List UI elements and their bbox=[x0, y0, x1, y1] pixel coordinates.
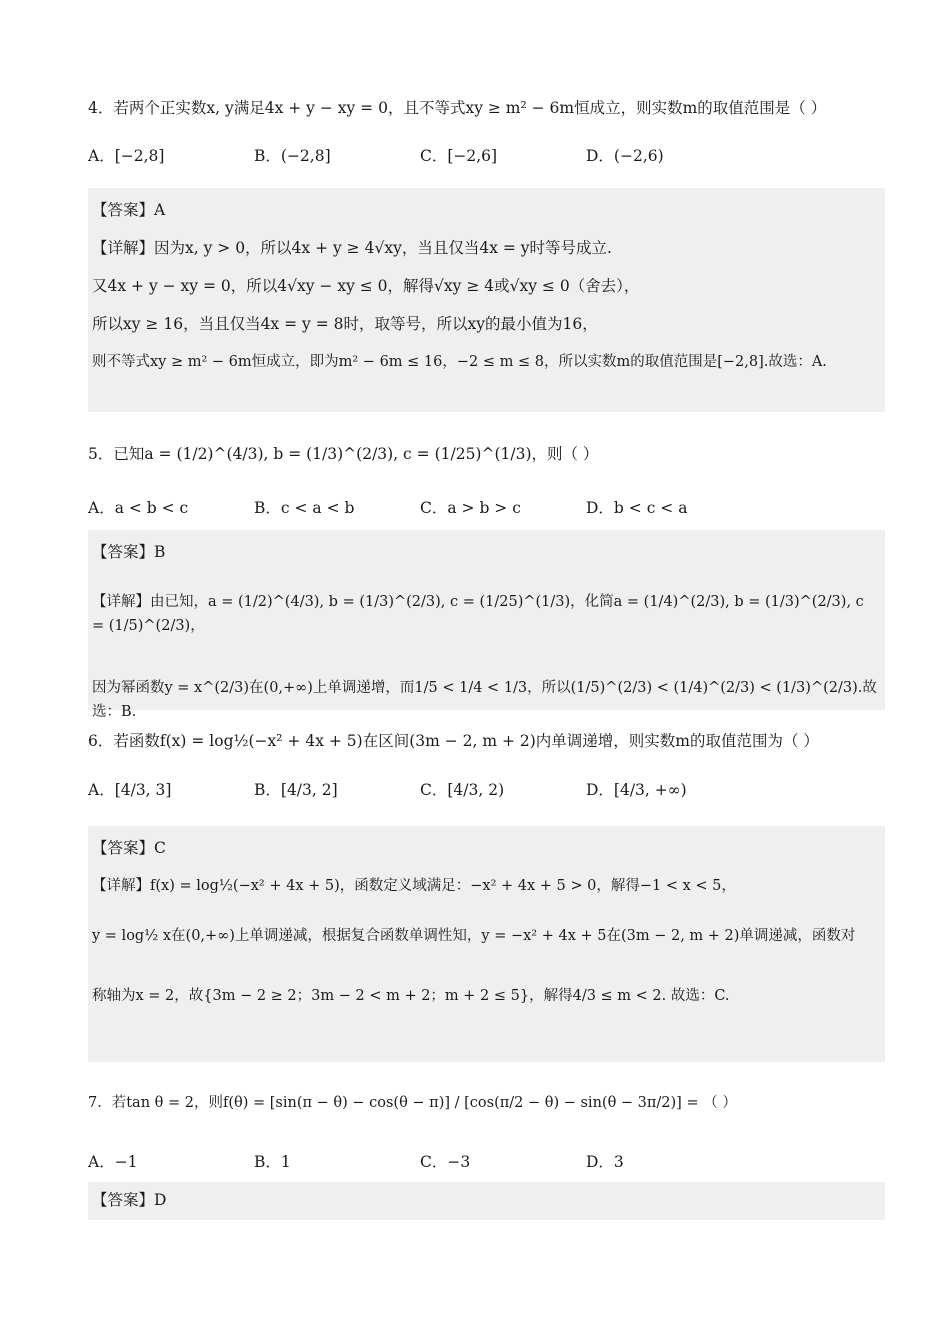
detail-5-line-2: 因为幂函数y = x^(2/3)在(0,+∞)上单调递增，而1/5 < 1/4 < 1/3，所以(1/5)^(2/3) < (1/4)^(2/3) < (1/3)^(2/3).故选：B. bbox=[92, 680, 877, 720]
page bbox=[88, 96, 885, 1220]
detail-4-line-2: 又4x + y − xy = 0，所以4√xy − xy ≤ 0，解得√xy ≥ 4或√xy ≤ 0（舍去）， bbox=[92, 277, 640, 295]
option-c: C．[4/3, 2) bbox=[420, 781, 505, 799]
answer-7: 【答案】D bbox=[92, 1191, 167, 1209]
answer-box-5 bbox=[88, 530, 885, 720]
option-c: C．−3 bbox=[420, 1153, 471, 1171]
option-a: A．[−2,8] bbox=[88, 147, 165, 165]
option-a: A．−1 bbox=[88, 1153, 138, 1171]
option-b: B．[4/3, 2] bbox=[254, 781, 338, 799]
detail-4-line-1: 【详解】因为x, y > 0，所以4x + y ≥ 4√xy，当且仅当4x = y时等号成立. bbox=[92, 239, 612, 257]
option-b: B．(−2,8] bbox=[254, 147, 331, 165]
option-a: A．[4/3, 3] bbox=[88, 781, 172, 799]
option-b: B．c < a < b bbox=[254, 499, 355, 517]
option-d: D．b < c < a bbox=[586, 499, 688, 517]
question-5-options bbox=[88, 490, 885, 524]
option-b: B．1 bbox=[254, 1153, 291, 1171]
option-d: D．3 bbox=[586, 1153, 624, 1171]
option-d: D．[4/3, +∞) bbox=[586, 781, 687, 799]
question-4-options bbox=[88, 138, 885, 172]
detail-4-line-4: 则不等式xy ≥ m² − 6m恒成立，即为m² − 6m ≤ 16，−2 ≤ m ≤ 8，所以实数m的取值范围是[−2,8].故选：A. bbox=[92, 354, 827, 370]
option-c: C．a > b > c bbox=[420, 499, 521, 517]
option-a: A．a < b < c bbox=[88, 499, 189, 517]
question-6-options bbox=[88, 766, 885, 812]
detail-4-line-3: 所以xy ≥ 16，当且仅当4x = y = 8时，取等号，所以xy的最小值为16， bbox=[92, 315, 598, 333]
detail-6-line-2: y = log½ x在(0,+∞)上单调递减，根据复合函数单调性知，y = −x² + 4x + 5在(3m − 2, m + 2)单调递减，函数对 bbox=[92, 928, 856, 944]
answer-5: 【答案】B bbox=[92, 543, 166, 561]
answer-6: 【答案】C bbox=[92, 839, 166, 857]
question-7-options bbox=[88, 1144, 885, 1178]
answer-4: 【答案】A bbox=[92, 201, 166, 219]
question-5-stem: 5．已知a = (1/2)^(4/3), b = (1/3)^(2/3), c = (1/25)^(1/3)，则（ ） bbox=[88, 445, 599, 463]
option-c: C．[−2,6] bbox=[420, 147, 498, 165]
question-4-stem: 4．若两个正实数x, y满足4x + y − xy = 0，且不等式xy ≥ m² − 6m恒成立，则实数m的取值范围是（ ） bbox=[88, 99, 827, 117]
detail-5-line-1: 【详解】由已知，a = (1/2)^(4/3), b = (1/3)^(2/3), c = (1/25)^(1/3)，化简a = (1/4)^(2/3), b = (1/3)^(2/3), c = (1/5)^(2/3)， bbox=[92, 594, 864, 634]
answer-box-7 bbox=[88, 1182, 885, 1220]
answer-box-4 bbox=[88, 188, 885, 412]
answer-box-6 bbox=[88, 826, 885, 1062]
question-7-stem: 7．若tan θ = 2，则f(θ) = [sin(π − θ) − cos(θ − π)] / [cos(π/2 − θ) − sin(θ − 3π/2)] = （ ） bbox=[88, 1095, 737, 1111]
detail-6-line-3: 称轴为x = 2，故{3m − 2 ≥ 2；3m − 2 < m + 2；m + 2 ≤ 5}，解得4/3 ≤ m < 2. 故选：C. bbox=[92, 988, 730, 1004]
question-6-stem: 6．若函数f(x) = log½(−x² + 4x + 5)在区间(3m − 2, m + 2)内单调递增，则实数m的取值范围为（ ） bbox=[88, 732, 819, 750]
option-d: D．(−2,6) bbox=[586, 147, 664, 165]
detail-6-line-1: 【详解】f(x) = log½(−x² + 4x + 5)，函数定义域满足：−x² + 4x + 5 > 0，解得−1 < x < 5， bbox=[92, 878, 736, 894]
